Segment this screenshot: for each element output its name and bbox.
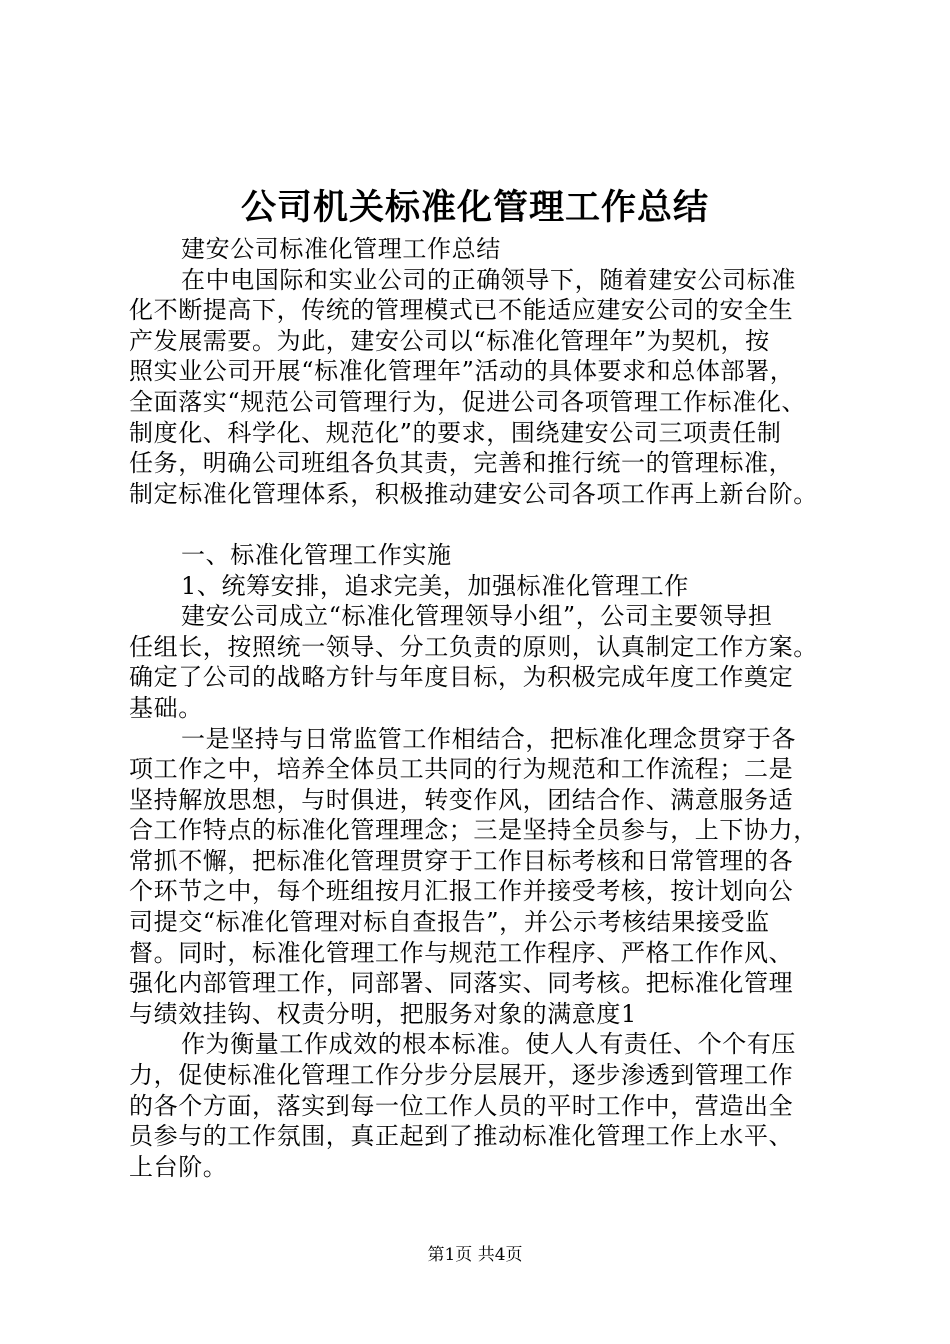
text-line: 合工作特点的标准化管理理念；三是坚持全员参与，上下协力， — [129, 816, 818, 845]
document-title: 公司机关标准化管理工作总结 — [240, 187, 709, 228]
blank-line — [129, 509, 849, 540]
text-line: 项工作之中，培养全体员工共同的行为规范和工作流程；二是 — [129, 755, 794, 784]
text-line: 在中电国际和实业公司的正确领导下，随着建安公司标准 — [181, 265, 796, 294]
text-line: 一是坚持与日常监管工作相结合，把标准化理念贯穿于各 — [181, 724, 796, 753]
text-line: 力，促使标准化管理工作分步分层展开，逐步渗透到管理工作 — [129, 1061, 794, 1090]
text-line: 常抓不懈，把标准化管理贯穿于工作目标考核和日常管理的各 — [129, 846, 794, 875]
text-line: 化不断提高下，传统的管理模式已不能适应建安公司的安全生 — [129, 296, 794, 325]
text-line: 督。同时，标准化管理工作与规范工作程序、严格工作作风、 — [129, 938, 794, 967]
text-line: 个环节之中，每个班组按月汇报工作并接受考核，按计划向公 — [129, 877, 794, 906]
text-line: 制定标准化管理体系，积极推动建安公司各项工作再上新台阶。 — [129, 479, 818, 508]
text-line: 司提交“标准化管理对标自查报告”，并公示考核结果接受监 — [129, 908, 770, 937]
text-line: 制度化、科学化、规范化”的要求，围绕建安公司三项责任制 — [129, 418, 782, 447]
text-line: 强化内部管理工作，同部署、同落实、同考核。把标准化管理 — [129, 969, 794, 998]
text-line: 确定了公司的战略方针与年度目标，为积极完成年度工作奠定 — [129, 663, 794, 692]
text-line: 任务，明确公司班组各负其责，完善和推行统一的管理标准， — [129, 449, 794, 478]
text-line: 建安公司成立“标准化管理领导小组”，公司主要领导担 — [181, 602, 773, 631]
text-line: 与绩效挂钩、权责分明，把服务对象的满意度1 — [129, 999, 637, 1028]
text-line: 产发展需要。为此，建安公司以“标准化管理年”为契机，按 — [129, 326, 770, 355]
text-line: 员参与的工作氛围，真正起到了推动标准化管理工作上水平、 — [129, 1122, 794, 1151]
text-line: 照实业公司开展“标准化管理年”活动的具体要求和总体部署， — [129, 357, 795, 386]
text-line: 基础。 — [129, 693, 203, 722]
text-line: 建安公司标准化管理工作总结 — [181, 235, 501, 263]
text-line: 作为衡量工作成效的根本标准。使人人有责任、个个有压 — [181, 1030, 796, 1059]
text-line: 坚持解放思想，与时俱进，转变作风，团结合作、满意服务适 — [129, 785, 794, 814]
text-line: 的各个方面，落实到每一位工作人员的平时工作中，营造出全 — [129, 1091, 794, 1120]
text-line: 上台阶。 — [129, 1152, 228, 1181]
text-line: 任组长，按照统一领导、分工负责的原则，认真制定工作方案。 — [129, 632, 818, 661]
text-line: 1、统筹安排，追求完美，加强标准化管理工作 — [181, 571, 689, 600]
text-line: 一、标准化管理工作实施 — [181, 540, 452, 569]
page-footer: 第1页 共4页 — [427, 1245, 523, 1265]
document-body — [129, 234, 849, 1182]
text-line: 全面落实“规范公司管理行为，促进公司各项管理工作标准化、 — [129, 387, 807, 416]
